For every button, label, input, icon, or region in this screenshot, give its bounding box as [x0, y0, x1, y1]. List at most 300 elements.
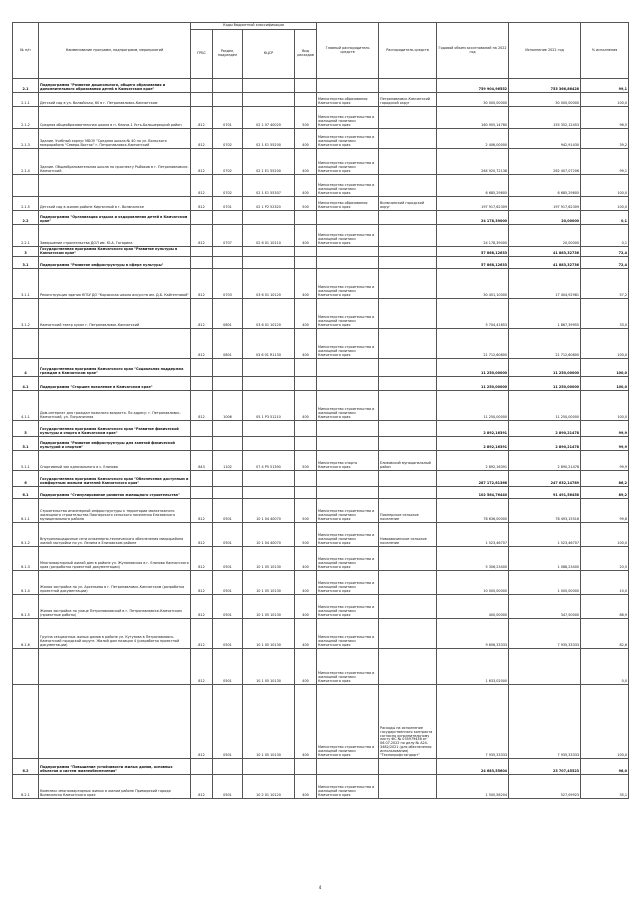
row-fact: 6 685,29805	[509, 175, 581, 197]
row-pct: 86,9	[581, 595, 629, 619]
row-plan: 2 406,00000	[437, 129, 509, 149]
row-pct: 35,1	[581, 775, 629, 799]
row-plan: 6 685,29805	[437, 175, 509, 197]
col-grbs-header: ГРБС	[191, 30, 213, 79]
row-grbs: 812	[191, 775, 213, 799]
row-vr: 400	[295, 685, 317, 759]
row-executor	[317, 79, 379, 93]
row-num	[13, 175, 39, 197]
row-vr	[295, 437, 317, 451]
col-executor-header: Главный распорядитель средств	[317, 23, 379, 79]
row-recipient	[379, 571, 437, 595]
row-vr: 400	[295, 547, 317, 571]
row-name: Государственная программа Камчатского края "Обеспечение доступным и комфортным жильем жителей Камчатского края"	[39, 471, 191, 487]
row-plan: 264 920,72138	[437, 149, 509, 175]
col-razdel-header: Раздел, подраздел	[213, 30, 243, 79]
row-num: 6.1.4	[13, 571, 39, 595]
row-executor: Министерство строительства и жилищной политики Камчатского края	[317, 391, 379, 421]
row-executor	[317, 359, 379, 377]
row-num: 6.1.2	[13, 523, 39, 547]
row-plan: 5 306,23400	[437, 547, 509, 571]
row-razdel: 0501	[213, 499, 243, 523]
row-plan: 2 892,16391	[437, 421, 509, 437]
row-executor: Министерство строительства и жилищной политики Камчатского края	[317, 595, 379, 619]
row-grbs	[191, 247, 213, 257]
row-fact: 30 000,00000	[509, 93, 581, 107]
row-vr: 500	[295, 451, 317, 471]
row-executor	[317, 257, 379, 269]
row-plan: 24 178,39000	[437, 211, 509, 225]
table-row	[13, 775, 629, 799]
row-num: 2.1.5	[13, 197, 39, 211]
row-pct: 96,0	[581, 759, 629, 775]
row-num: 6.2.1	[13, 775, 39, 799]
row-razdel: 0501	[213, 547, 243, 571]
table-row	[13, 197, 629, 211]
row-executor: Министерство строительства и жилищной политики Камчатского края	[317, 523, 379, 547]
row-num: 6.1.6	[13, 619, 39, 649]
row-grbs	[191, 93, 213, 107]
row-fact: 753 366,86428	[509, 79, 581, 93]
row-fact: 1 867,39955	[509, 299, 581, 329]
row-razdel	[213, 421, 243, 437]
row-name: Государственная программа Камчатского края "Социальная поддержка граждан в Камчатском крае"	[39, 359, 191, 377]
row-kcsr: 10 1 05 10130	[243, 547, 295, 571]
row-grbs	[191, 359, 213, 377]
row-recipient	[379, 487, 437, 499]
row-num: 5.1	[13, 437, 39, 451]
row-kcsr	[243, 211, 295, 225]
row-kcsr: 10 2 01 10120	[243, 775, 295, 799]
row-kcsr	[243, 247, 295, 257]
row-recipient	[379, 211, 437, 225]
row-name: Подпрограмма "Развитие инфраструктуры в сфере культуры"	[39, 257, 191, 269]
row-executor	[317, 437, 379, 451]
row-pct: 99,9	[581, 451, 629, 471]
row-grbs	[191, 437, 213, 451]
row-razdel	[213, 257, 243, 269]
row-recipient: Расходы на исполнение государственного контракта согласно исполнительному листу ФС № 035979436 от 06.07.2022 по делу № А24-3482/2021 (для обеспечения использования) "Технопрофстандарт"	[379, 685, 437, 759]
row-num: 6.1.3	[13, 547, 39, 571]
row-name: Внутриплощадочные сети инженерно-технического обеспечения микрорайона жилой застройки по ул. Ленина в Елизовском районе	[39, 523, 191, 547]
row-num: 6.1	[13, 487, 39, 499]
row-fact: 91 491,56458	[509, 487, 581, 499]
row-razdel: 0801	[213, 299, 243, 329]
row-name	[39, 685, 191, 759]
row-plan: 102 564,76440	[437, 487, 509, 499]
row-vr	[295, 759, 317, 775]
col-fact-header: Исполнение 2022 год	[509, 23, 581, 79]
table-row	[13, 269, 629, 299]
row-recipient	[379, 619, 437, 649]
page-number: 4	[318, 885, 322, 890]
row-recipient	[379, 775, 437, 799]
row-vr	[295, 359, 317, 377]
row-razdel: 0801	[213, 329, 243, 359]
row-plan: 78 636,00000	[437, 499, 509, 523]
table-row	[13, 299, 629, 329]
row-recipient	[379, 149, 437, 175]
row-razdel	[213, 487, 243, 499]
row-razdel: 0501	[213, 595, 243, 619]
codes-group-header: Коды бюджетной классификации	[191, 23, 317, 30]
row-grbs: 812	[191, 499, 213, 523]
row-num: 3.1.2	[13, 299, 39, 329]
row-vr	[295, 93, 317, 107]
row-executor: Министерство строительства и жилищной политики Камчатского края	[317, 269, 379, 299]
table-row	[13, 571, 629, 595]
row-kcsr: 10 1 05 10130	[243, 595, 295, 619]
row-plan: 21 712,60800	[437, 329, 509, 359]
row-razdel: 0702	[213, 149, 243, 175]
row-recipient	[379, 225, 437, 247]
row-executor: Министерство образования Камчатского края	[317, 197, 379, 211]
row-kcsr: 02 1 P2 52320	[243, 197, 295, 211]
row-executor	[317, 421, 379, 437]
row-fact: 41 883,32736	[509, 257, 581, 269]
row-fact: 942,91430	[509, 129, 581, 149]
row-num: 2.1.3	[13, 129, 39, 149]
row-num: 2.2.1	[13, 225, 39, 247]
row-grbs: 843	[191, 451, 213, 471]
row-razdel	[213, 93, 243, 107]
row-name: Детский сад в ул. Вилюйская, 60 в г. Петропавловск-Камчатском	[39, 93, 191, 107]
row-kcsr: 02 1 07 40020	[243, 107, 295, 129]
table-row	[13, 257, 629, 269]
col-vr-header: Вид расходов	[295, 30, 317, 79]
table-row	[13, 421, 629, 437]
row-num: 2.1.4	[13, 149, 39, 175]
row-pct: 100,0	[581, 391, 629, 421]
row-name	[39, 329, 191, 359]
row-fact: 2 890,21478	[509, 451, 581, 471]
row-plan: 759 904,96552	[437, 79, 509, 93]
row-name: Государственная программа Камчатского края "Развитие физической культуры и спорта в Камчатском крае"	[39, 421, 191, 437]
row-vr: 400	[295, 149, 317, 175]
row-fact: 11 250,00000	[509, 359, 581, 377]
row-grbs: 812	[191, 129, 213, 149]
row-num: 4.1	[13, 377, 39, 391]
row-vr: 400	[295, 619, 317, 649]
row-executor	[317, 377, 379, 391]
row-num: 2.1	[13, 79, 39, 93]
row-grbs: 812	[191, 571, 213, 595]
row-recipient	[379, 391, 437, 421]
row-kcsr: 10 1 05 10130	[243, 619, 295, 649]
row-kcsr	[243, 359, 295, 377]
row-plan: 10 000,00000	[437, 571, 509, 595]
row-pct: 96,5	[581, 107, 629, 129]
row-plan: 24 683,55604	[437, 759, 509, 775]
row-executor: Министерство строительства и жилищной политики Камчатского края	[317, 649, 379, 685]
row-grbs: 812	[191, 595, 213, 619]
table-row	[13, 649, 629, 685]
row-num: 4.1.1	[13, 391, 39, 421]
row-num: 6.1.1	[13, 499, 39, 523]
row-fact: 41 883,32736	[509, 247, 581, 257]
row-fact: 155 352,12453	[509, 107, 581, 129]
row-recipient	[379, 329, 437, 359]
row-pct: 99,9	[581, 437, 629, 451]
row-razdel: 0501	[213, 523, 243, 547]
row-vr: 400	[295, 269, 317, 299]
row-pct: 33,0	[581, 299, 629, 329]
row-recipient	[379, 129, 437, 149]
row-num	[13, 649, 39, 685]
row-vr	[295, 211, 317, 225]
table-row	[13, 225, 629, 247]
row-grbs: 812	[191, 523, 213, 547]
row-kcsr	[243, 759, 295, 775]
row-razdel: 0501	[213, 649, 243, 685]
row-recipient: Петропавловск-Камчатский городской округ	[379, 93, 437, 107]
row-kcsr: 03 6 01 R1130	[243, 329, 295, 359]
row-vr	[295, 79, 317, 93]
row-vr: 500	[295, 499, 317, 523]
table-row	[13, 211, 629, 225]
table-row	[13, 523, 629, 547]
row-executor: Министерство строительства и жилищной политики Камчатского края	[317, 329, 379, 359]
row-vr	[295, 421, 317, 437]
row-grbs: 812	[191, 329, 213, 359]
row-plan: 11 250,00000	[437, 391, 509, 421]
row-executor: Министерство строительства и жилищной политики Камчатского края	[317, 547, 379, 571]
row-kcsr: 10 1 04 40070	[243, 499, 295, 523]
row-vr: 400	[295, 649, 317, 685]
row-num: 3.1	[13, 257, 39, 269]
row-pct: 39,2	[581, 129, 629, 149]
row-executor: Министерство строительства и жилищной политики Камчатского края	[317, 129, 379, 149]
row-grbs: 812	[191, 269, 213, 299]
row-razdel: 0501	[213, 619, 243, 649]
col-name-header: Наименование программ, подпрограмм, мероприятий	[39, 23, 191, 79]
row-razdel	[213, 79, 243, 93]
budget-table	[12, 22, 629, 799]
row-fact: 7 935,33333	[509, 685, 581, 759]
row-name: Комплекс многоквартирных жилых в жилом районе Приморский города Вилючинска Камчатского края	[39, 775, 191, 799]
row-razdel	[213, 437, 243, 451]
row-executor: Министерство строительства и жилищной политики Камчатского края	[317, 499, 379, 523]
row-razdel	[213, 211, 243, 225]
row-fact: 78 493,15516	[509, 499, 581, 523]
table-row	[13, 685, 629, 759]
row-kcsr: 10 1 05 10130	[243, 685, 295, 759]
row-plan: 5 704,41853	[437, 299, 509, 329]
row-grbs: 812	[191, 649, 213, 685]
row-name: Многоквартирный жилой дом в районе ул. Жупановская в г. Елизово Камчатского края (разработка проектной документации)	[39, 547, 191, 571]
row-plan: 160 905,14780	[437, 107, 509, 129]
row-fact: 11 250,00000	[509, 391, 581, 421]
row-name: Жилая застройка по ул. Арсеньева в г. Петропавловск-Камчатском (разработка проектной документации)	[39, 571, 191, 595]
row-grbs	[191, 421, 213, 437]
row-executor	[317, 471, 379, 487]
row-grbs	[191, 759, 213, 775]
row-grbs: 812	[191, 299, 213, 329]
row-vr: 400	[295, 329, 317, 359]
row-pct: 82,6	[581, 619, 629, 649]
row-razdel	[213, 377, 243, 391]
row-recipient: Новоавачинское сельское поселение	[379, 523, 437, 547]
row-fact: 1 088,23400	[509, 547, 581, 571]
row-plan: 1 633,02000	[437, 649, 509, 685]
row-recipient	[379, 471, 437, 487]
row-grbs: 812	[191, 547, 213, 571]
row-pct: 100,0	[581, 359, 629, 377]
row-num: 6.2	[13, 759, 39, 775]
row-grbs: 812	[191, 107, 213, 129]
row-kcsr: 02 1 E1 55307	[243, 175, 295, 197]
table-row	[13, 93, 629, 107]
col-num-header: № п/п	[13, 23, 39, 79]
col-kcsr-header: КЦСР	[243, 30, 295, 79]
row-pct: 99,9	[581, 421, 629, 437]
row-name: Строительство инженерной инфраструктуры к территории малоэтажного жилищного строительства Пионерского сельского поселения Елизовского муниципального района	[39, 499, 191, 523]
row-pct: 100,0	[581, 523, 629, 547]
row-recipient	[379, 547, 437, 571]
row-grbs	[191, 257, 213, 269]
table-row	[13, 247, 629, 257]
row-pct: 100,0	[581, 197, 629, 211]
row-vr: 500	[295, 197, 317, 211]
document-page	[6, 22, 634, 799]
row-pct: 100,0	[581, 377, 629, 391]
row-fact: 262 407,07206	[509, 149, 581, 175]
row-grbs: 812	[191, 619, 213, 649]
row-executor: Министерство строительства и жилищной политики Камчатского края	[317, 225, 379, 247]
row-kcsr: 07 4 P5 51390	[243, 451, 295, 471]
row-vr: 500	[295, 523, 317, 547]
row-recipient	[379, 175, 437, 197]
row-fact: 2 890,21478	[509, 437, 581, 451]
row-fact: 7 935,33333	[509, 619, 581, 649]
row-num: 5.1.1	[13, 451, 39, 471]
row-vr	[295, 377, 317, 391]
row-num: 2.1.1	[13, 93, 39, 107]
row-executor: Министерство строительства и жилищной политики Камчатского края	[317, 107, 379, 129]
table-row	[13, 79, 629, 93]
row-name: Средняя общеобразовательная школа в п. Ключи-1 Усть-Большерецкий район	[39, 107, 191, 129]
row-plan: 7 935,33333	[437, 685, 509, 759]
row-fact: 1 523,46707	[509, 523, 581, 547]
row-recipient	[379, 269, 437, 299]
row-kcsr: 02 1 E1 55200	[243, 129, 295, 149]
row-vr: 400	[295, 595, 317, 619]
table-row	[13, 377, 629, 391]
row-razdel: 1006	[213, 391, 243, 421]
row-fact: 1 000,00000	[509, 571, 581, 595]
row-name: Подпрограмма "Стимулирование развития жилищного строительства"	[39, 487, 191, 499]
row-kcsr	[243, 79, 295, 93]
row-grbs: 812	[191, 391, 213, 421]
row-num: 6.1.5	[13, 595, 39, 619]
row-pct: 89,2	[581, 487, 629, 499]
table-row	[13, 487, 629, 499]
row-name: Реконструкция здания КГБУ ДО "Корякская школа искусств им. Д.Б. Кайгентовой"	[39, 269, 191, 299]
table-row	[13, 129, 629, 149]
row-pct: 57,2	[581, 269, 629, 299]
row-recipient	[379, 437, 437, 451]
row-grbs: 812	[191, 149, 213, 175]
row-pct: 100,0	[581, 93, 629, 107]
row-fact: 247 632,14789	[509, 471, 581, 487]
row-executor: Министерство строительства и жилищной политики Камчатского края	[317, 685, 379, 759]
row-plan: 57 868,12633	[437, 247, 509, 257]
row-grbs: 812	[191, 225, 213, 247]
row-razdel: 0701	[213, 197, 243, 211]
row-razdel	[213, 759, 243, 775]
row-plan: 400,00000	[437, 595, 509, 619]
row-fact: 197 917,62309	[509, 197, 581, 211]
col-pct-header: % исполнения	[581, 23, 629, 79]
row-executor: Министерство образования Камчатского края	[317, 93, 379, 107]
row-recipient	[379, 649, 437, 685]
row-executor: Министерство строительства и жилищной политики Камчатского края	[317, 175, 379, 197]
row-executor	[317, 759, 379, 775]
row-num: 5	[13, 421, 39, 437]
row-plan: 1 500,58204	[437, 775, 509, 799]
row-name: Подпрограмма "Повышение устойчивости жилых домов, основных объектов и систем жизнеобеспечения"	[39, 759, 191, 775]
row-razdel: 0501	[213, 571, 243, 595]
row-kcsr: 03 6 01 10120	[243, 299, 295, 329]
row-name: Государственная программа Камчатского края "Развитие культуры в Камчатском крае"	[39, 247, 191, 257]
row-grbs: 812	[191, 197, 213, 211]
row-razdel	[213, 471, 243, 487]
row-num: 3	[13, 247, 39, 257]
row-executor: Министерство спорта Камчатского края	[317, 451, 379, 471]
row-recipient	[379, 421, 437, 437]
row-razdel: 1102	[213, 451, 243, 471]
row-kcsr: 10 1 05 10130	[243, 649, 295, 685]
row-vr: 400	[295, 571, 317, 595]
row-recipient	[379, 107, 437, 129]
row-vr: 400	[295, 175, 317, 197]
table-row	[13, 619, 629, 649]
row-plan: 30 451,10000	[437, 269, 509, 299]
row-pct: 100,0	[581, 329, 629, 359]
row-plan: 30 000,00000	[437, 93, 509, 107]
row-kcsr: 05 1 P3 51210	[243, 391, 295, 421]
row-kcsr	[243, 93, 295, 107]
row-fact: 2 890,21478	[509, 421, 581, 437]
row-kcsr: 10 1 05 10130	[243, 571, 295, 595]
row-executor: Министерство строительства и жилищной политики Камчатского края	[317, 619, 379, 649]
row-name: Дом-интернат для граждан пожилого возраста. По адресу: г. Петропавловск-Камчатский, ул. Пограничная	[39, 391, 191, 421]
row-executor	[317, 247, 379, 257]
row-kcsr: 02 6 01 10110	[243, 225, 295, 247]
row-recipient	[379, 759, 437, 775]
table-row	[13, 359, 629, 377]
row-pct: 0,1	[581, 211, 629, 225]
row-razdel: 0702	[213, 129, 243, 149]
row-plan: 2 892,16391	[437, 451, 509, 471]
row-razdel: 0501	[213, 775, 243, 799]
row-kcsr	[243, 421, 295, 437]
row-recipient	[379, 299, 437, 329]
table-row	[13, 437, 629, 451]
row-recipient: Елизовский муниципальный район	[379, 451, 437, 471]
row-plan: 9 606,33333	[437, 619, 509, 649]
row-razdel: 0701	[213, 107, 243, 129]
row-pct: 20,5	[581, 547, 629, 571]
row-kcsr: 10 1 04 40070	[243, 523, 295, 547]
row-num: 2.1.2	[13, 107, 39, 129]
table-row	[13, 391, 629, 421]
row-razdel: 0707	[213, 225, 243, 247]
table-row	[13, 547, 629, 571]
row-name: Здание. Общеобразовательная школа по проспекту Рыбаков в г. Петропавловске-Камчатский	[39, 149, 191, 175]
row-pct: 0,1	[581, 225, 629, 247]
row-pct: 0,0	[581, 649, 629, 685]
